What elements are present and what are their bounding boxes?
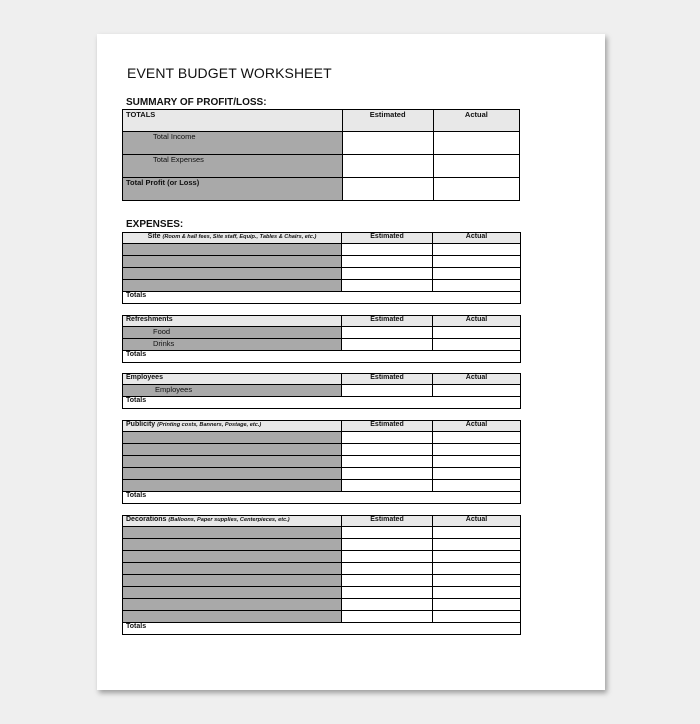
decorations-actual-cell[interactable] [433, 611, 521, 623]
decorations-header-row [123, 516, 521, 527]
summary-profit-estimated[interactable] [342, 178, 433, 201]
site-estimated-cell[interactable] [342, 256, 433, 268]
summary-col-totals: TOTALS [123, 110, 343, 132]
publicity-estimated-cell[interactable] [342, 456, 433, 468]
site-item[interactable] [123, 244, 342, 256]
decorations-actual-cell[interactable] [433, 551, 521, 563]
publicity-estimated-cell[interactable] [342, 432, 433, 444]
site-estimated-cell[interactable] [342, 280, 433, 292]
refreshments-col-estimated: Estimated [342, 316, 433, 327]
summary-row-income [123, 132, 520, 155]
decorations-item[interactable] [123, 527, 342, 539]
publicity-item[interactable] [123, 444, 342, 456]
refreshments-header-row [123, 316, 521, 327]
site-estimated-cell[interactable] [342, 268, 433, 280]
summary-expenses-actual[interactable] [433, 155, 519, 178]
site-actual-cell[interactable] [433, 280, 521, 292]
refreshments-table [122, 315, 521, 363]
food-estimated[interactable] [342, 327, 433, 339]
summary-income-actual[interactable] [433, 132, 519, 155]
summary-col-actual: Actual [433, 110, 519, 132]
site-item[interactable] [123, 280, 342, 292]
decorations-totals-row [123, 623, 521, 635]
publicity-item[interactable] [123, 480, 342, 492]
decorations-item[interactable] [123, 551, 342, 563]
decorations-estimated-cell[interactable] [342, 527, 433, 539]
site-header [123, 233, 342, 244]
refreshments-totals: Totals [123, 351, 521, 363]
decorations-estimated-cell[interactable] [342, 611, 433, 623]
summary-profit-actual[interactable] [433, 178, 519, 201]
employees-item: Employees [123, 385, 342, 397]
drinks-actual[interactable] [433, 339, 521, 351]
page-title: EVENT BUDGET WORKSHEET [127, 65, 332, 81]
publicity-actual-cell[interactable] [433, 480, 521, 492]
summary-label-expenses: Total Expenses [123, 155, 343, 178]
publicity-estimated-cell[interactable] [342, 468, 433, 480]
publicity-row [123, 480, 521, 492]
summary-label-profit: Total Profit (or Loss) [123, 178, 343, 201]
publicity-estimated-cell[interactable] [342, 444, 433, 456]
publicity-row [123, 444, 521, 456]
publicity-actual-cell[interactable] [433, 444, 521, 456]
publicity-row [123, 468, 521, 480]
publicity-item[interactable] [123, 432, 342, 444]
decorations-actual-cell[interactable] [433, 539, 521, 551]
employees-totals-row [123, 397, 521, 409]
decorations-row [123, 599, 521, 611]
employees-totals: Totals [123, 397, 521, 409]
refreshments-row-food [123, 327, 521, 339]
site-row [123, 268, 521, 280]
publicity-actual-cell[interactable] [433, 456, 521, 468]
decorations-row [123, 575, 521, 587]
decorations-actual-cell[interactable] [433, 527, 521, 539]
decorations-col-actual: Actual [433, 516, 521, 527]
site-row [123, 256, 521, 268]
employees-col-estimated: Estimated [342, 374, 433, 385]
site-subtitle: (Room & hall fees, Site staff, Equip., Tables & Chairs, etc.) [162, 234, 317, 240]
decorations-actual-cell[interactable] [433, 563, 521, 575]
publicity-col-actual: Actual [433, 421, 521, 432]
publicity-actual-cell[interactable] [433, 432, 521, 444]
employees-row [123, 385, 521, 397]
summary-row-expenses [123, 155, 520, 178]
publicity-col-estimated: Estimated [342, 421, 433, 432]
decorations-label: Decorations [126, 516, 167, 523]
employees-header-row [123, 374, 521, 385]
decorations-header [123, 516, 342, 527]
employees-label: Employees [123, 374, 342, 385]
summary-table [122, 109, 520, 201]
decorations-row [123, 563, 521, 575]
publicity-totals: Totals [123, 492, 521, 504]
site-row [123, 280, 521, 292]
site-actual-cell[interactable] [433, 256, 521, 268]
decorations-estimated-cell[interactable] [342, 539, 433, 551]
site-item[interactable] [123, 268, 342, 280]
employees-col-actual: Actual [433, 374, 521, 385]
decorations-item[interactable] [123, 575, 342, 587]
employees-estimated[interactable] [342, 385, 433, 397]
summary-row-profit [123, 178, 520, 201]
site-actual-cell[interactable] [433, 268, 521, 280]
decorations-subtitle: (Balloons, Paper supplies, Centerpieces, etc.) [168, 517, 290, 523]
summary-income-estimated[interactable] [342, 132, 433, 155]
decorations-estimated-cell[interactable] [342, 599, 433, 611]
decorations-totals: Totals [123, 623, 521, 635]
decorations-table [122, 515, 521, 635]
decorations-item[interactable] [123, 599, 342, 611]
decorations-row [123, 551, 521, 563]
publicity-header [123, 421, 342, 432]
publicity-totals-row [123, 492, 521, 504]
decorations-item[interactable] [123, 563, 342, 575]
publicity-estimated-cell[interactable] [342, 480, 433, 492]
site-col-estimated: Estimated [342, 233, 433, 244]
employees-table [122, 373, 521, 409]
decorations-row [123, 611, 521, 623]
summary-label-income: Total Income [123, 132, 343, 155]
site-actual-cell[interactable] [433, 244, 521, 256]
publicity-row [123, 456, 521, 468]
site-header-row [123, 233, 521, 244]
decorations-col-estimated: Estimated [342, 516, 433, 527]
publicity-header-row [123, 421, 521, 432]
decorations-estimated-cell[interactable] [342, 551, 433, 563]
refreshments-row-drinks [123, 339, 521, 351]
site-estimated-cell[interactable] [342, 244, 433, 256]
publicity-row [123, 432, 521, 444]
site-col-actual: Actual [433, 233, 521, 244]
decorations-row [123, 527, 521, 539]
site-totals: Totals [123, 292, 521, 304]
publicity-item[interactable] [123, 468, 342, 480]
decorations-item[interactable] [123, 539, 342, 551]
publicity-subtitle: (Printing costs, Banners, Postage, etc.) [157, 422, 262, 428]
expenses-heading: EXPENSES: [126, 219, 184, 230]
worksheet-page [97, 34, 605, 690]
drinks-estimated[interactable] [342, 339, 433, 351]
decorations-actual-cell[interactable] [433, 575, 521, 587]
site-row [123, 244, 521, 256]
decorations-row [123, 539, 521, 551]
decorations-estimated-cell[interactable] [342, 563, 433, 575]
decorations-actual-cell[interactable] [433, 587, 521, 599]
decorations-item[interactable] [123, 611, 342, 623]
refreshments-col-actual: Actual [433, 316, 521, 327]
decorations-actual-cell[interactable] [433, 599, 521, 611]
summary-col-estimated: Estimated [342, 110, 433, 132]
publicity-label: Publicity [126, 421, 156, 428]
site-table [122, 232, 521, 304]
decorations-estimated-cell[interactable] [342, 587, 433, 599]
refreshments-label: Refreshments [123, 316, 342, 327]
summary-header-row [123, 110, 520, 132]
refreshments-totals-row [123, 351, 521, 363]
publicity-item[interactable] [123, 456, 342, 468]
decorations-estimated-cell[interactable] [342, 575, 433, 587]
refreshments-item-food: Food [123, 327, 342, 339]
food-actual[interactable] [433, 327, 521, 339]
site-item[interactable] [123, 256, 342, 268]
decorations-row [123, 587, 521, 599]
employees-actual[interactable] [433, 385, 521, 397]
site-totals-row [123, 292, 521, 304]
publicity-table [122, 420, 521, 504]
publicity-actual-cell[interactable] [433, 468, 521, 480]
site-label: Site [147, 233, 161, 240]
refreshments-item-drinks: Drinks [123, 339, 342, 351]
decorations-item[interactable] [123, 587, 342, 599]
summary-heading: SUMMARY OF PROFIT/LOSS: [126, 97, 267, 108]
summary-expenses-estimated[interactable] [342, 155, 433, 178]
